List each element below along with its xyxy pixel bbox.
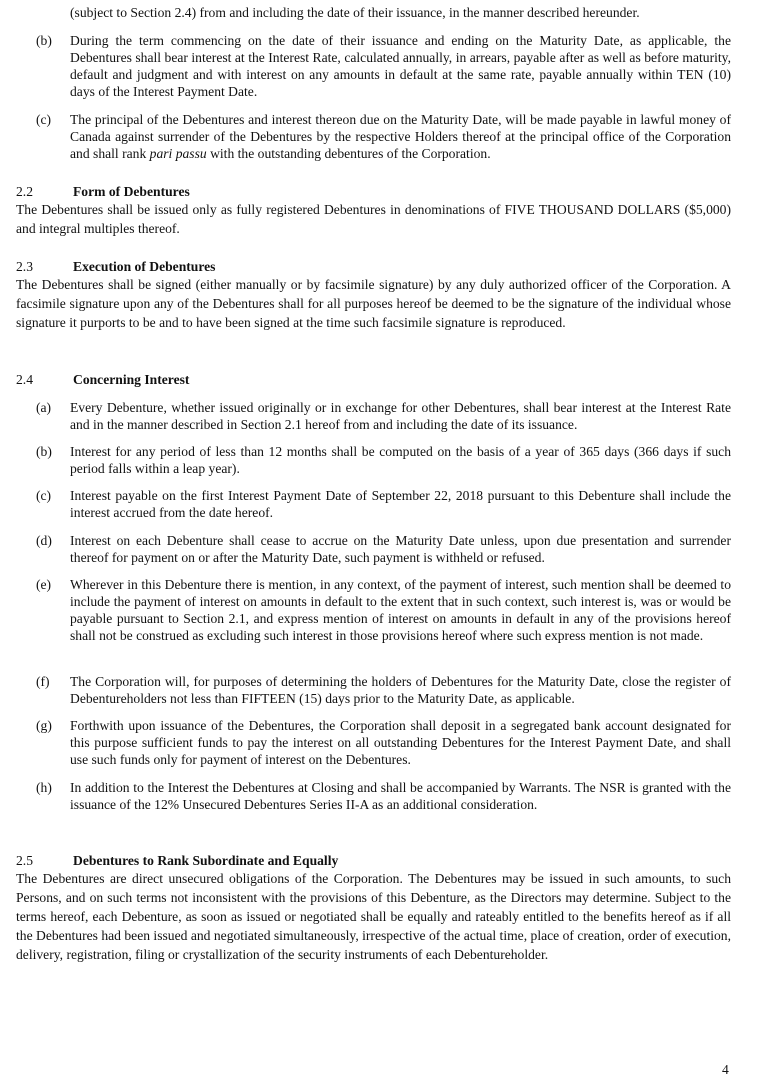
clause-text: Interest for any period of less than 12 months shall be computed on the basis of a year of 365 days (366 days if such period falls within a leap year). [70,444,731,476]
section-heading-2-2 [16,183,731,200]
clause-2-4-b [36,443,731,477]
section-body-2-2: The Debentures shall be issued only as fully registered Debentures in denominations of FIVE THOUSAND DOLLARS ($5,000) and integral multiples thereof. [16,202,731,236]
clause-2-1-b [36,32,731,100]
pari-passu-italic: pari passu [149,146,207,161]
section-number: 2.2 [16,184,33,199]
clause-2-4-d [36,532,731,566]
clause-text: In addition to the Interest the Debentures at Closing and shall be accompanied by Warrants. The NSR is granted with the issuance of the 12% Unsecured Debentures Series II-A as an additional consideration. [70,780,731,812]
clause-label: (f) [36,674,50,689]
section-heading-2-3 [16,258,731,275]
section-title: Debentures to Rank Subordinate and Equally [73,853,339,868]
clause-text: Wherever in this Debenture there is mention, in any context, of the payment of interest, such mention shall be deemed to include the payment of interest on amounts in default to the extent that in such context, such interest is, was or would be payable pursuant to Section 2.1, and express mention of interest on amounts in default in any of the provisions hereof shall not be construed as excluding such interest in those provisions hereof where such express mention is not made. [70,577,731,643]
clause-label: (a) [36,400,52,415]
page-number: 4 [722,1062,729,1077]
section-heading-2-4 [16,371,731,388]
clause-2-4-f [36,673,731,707]
clause-text-part: with the outstanding debentures of the Corporation. [206,146,491,161]
clause-text [70,111,731,162]
clause-2-4-g [36,717,731,768]
clause-2-4-a [36,399,731,433]
clause-text: Interest payable on the first Interest Payment Date of September 22, 2018 pursuant to this Debenture shall include the interest accrued from the date hereof. [70,488,731,520]
clause-label: (g) [36,718,52,733]
clause-label: (c) [36,488,52,503]
clause-text-part: The principal of the Debentures and interest thereon due on the Maturity Date, will be made payable in lawful money of Canada against surrender of the Debentures by the respective Holders thereof at the principal office of the Corporation and shall rank [70,112,731,161]
clause-label: (b) [36,33,52,48]
section-heading-2-5 [16,852,731,869]
section-number: 2.4 [16,372,33,387]
clause-label: (c) [36,112,52,127]
clause-2-4-e [36,576,731,661]
clause-2-4-h [36,779,731,813]
section-title: Form of Debentures [73,184,190,199]
section-body-2-3: The Debentures shall be signed (either manually or by facsimile signature) by any duly authorized officer of the Corporation. A facsimile signature upon any of the Debentures shall for all purposes hereof be deemed to be the signature of the individual whose signature it purports to be and to have been signed at the time such facsimile signature is reproduced. [16,277,731,330]
clause-2-1-c [36,111,731,162]
clause-text: Interest on each Debenture shall cease to accrue on the Maturity Date unless, upon due presentation and surrender thereof for payment on or after the Maturity Date, such payment is withheld or refused. [70,533,731,565]
clause-text: During the term commencing on the date of their issuance and ending on the Maturity Date, as applicable, the Debentures shall bear interest at the Interest Rate, calculated annually, in arrears, payable after as well as before maturity, default and judgment and with interest on any amounts in default at the same rate, payable annually within TEN (10) days of the Interest Payment Date. [70,33,731,99]
clause-text: The Corporation will, for purposes of determining the holders of Debentures for the Maturity Date, close the register of Debentureholders not less than FIFTEEN (15) days prior to the Maturity Date, as applicable. [70,674,731,706]
section-title: Concerning Interest [73,372,190,387]
section-number: 2.5 [16,853,33,868]
section-body-2-5: The Debentures are direct unsecured obligations of the Corporation. The Debentures may be issued in such amounts, to such Persons, and on such terms not inconsistent with the provisions of this Debenture, as the Directors may determine. Subject to the terms hereof, each Debenture, as soon as issued or negotiated shall be equally and rateably entitled to the benefits hereof as if all the Debentures had been issued and negotiated simultaneously, irrespective of the actual time, place of creation, order of execution, delivery, registration, filing or crystallization of the security instruments of each Debentureholder. [16,871,731,962]
clause-label: (h) [36,780,52,795]
section-title: Execution of Debentures [73,259,216,274]
clause-label: (b) [36,444,52,459]
carryover-text: (subject to Section 2.4) from and including the date of their issuance, in the manner described hereunder. [70,5,640,20]
clause-text: Every Debenture, whether issued originally or in exchange for other Debentures, shall bear interest at the Interest Rate and in the manner described in Section 2.1 hereof from and including the date of its issuance. [70,400,731,432]
clause-label: (d) [36,533,52,548]
clause-text: Forthwith upon issuance of the Debentures, the Corporation shall deposit in a segregated bank account designated for this purpose sufficient funds to pay the interest on all outstanding Debentures for the Interest Payment Date, and shall use such funds only for payment of interest on the Debentures. [70,718,731,767]
section-number: 2.3 [16,259,33,274]
clause-2-4-c [36,487,731,521]
clause-label: (e) [36,577,52,592]
